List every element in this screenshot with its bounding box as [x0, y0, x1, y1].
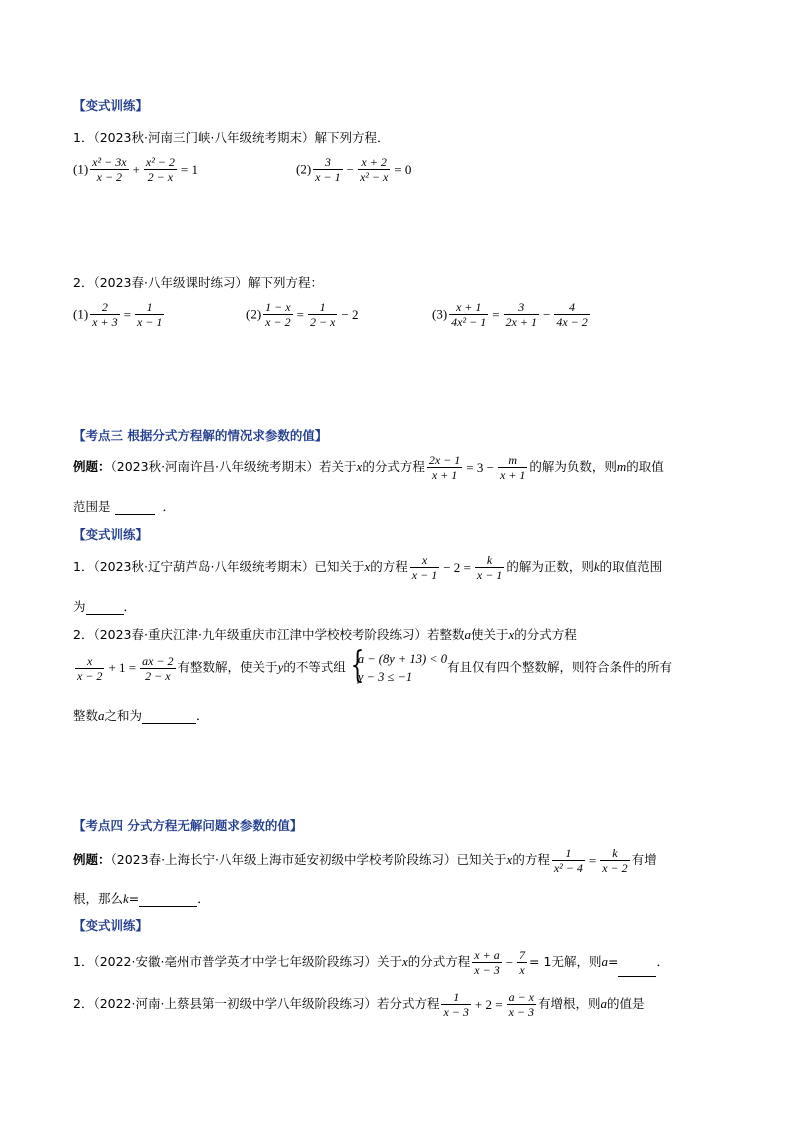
fraction — [308, 300, 337, 329]
var: a — [464, 627, 471, 642]
numerator: 1 — [146, 300, 153, 314]
text: 的方程 — [512, 852, 550, 867]
denominator: x + 1 — [427, 467, 462, 482]
denominator: x — [517, 962, 527, 977]
fraction — [90, 300, 119, 329]
text: 有整数解，使关于 — [177, 659, 278, 675]
operator: = — [123, 306, 131, 322]
example-3-line-1 — [73, 453, 664, 482]
fraction — [504, 300, 539, 329]
numerator: k — [486, 553, 493, 567]
numerator: x + 2 — [361, 155, 387, 169]
numerator: 1 — [453, 990, 460, 1004]
fraction — [554, 300, 589, 329]
operator: − 2 = — [443, 559, 471, 575]
fraction — [313, 155, 342, 184]
var: x — [508, 627, 515, 642]
fraction — [140, 654, 175, 683]
text: 范围是 — [73, 499, 111, 514]
numerator: a − x — [508, 990, 535, 1004]
text: 2．（2022·河南·上蔡县第一初级中学八年级阶段练习）若分式方程 — [73, 996, 440, 1011]
text: 的解为正数，则 — [506, 559, 594, 574]
fraction — [263, 300, 292, 329]
equation-1-1 — [73, 155, 200, 184]
fraction — [449, 300, 488, 329]
text: 的取值 — [626, 459, 664, 474]
numerator: m — [508, 453, 517, 467]
var: x — [356, 459, 363, 474]
text: 根，那么 — [73, 891, 124, 906]
denominator: x − 1 — [476, 568, 503, 582]
answer-blank[interactable] — [86, 600, 124, 615]
text: = — [128, 891, 140, 906]
text: 之和为 — [104, 708, 143, 723]
section-title-variant-training-4: 【变式训练】 — [73, 918, 149, 933]
example-3-line-2 — [73, 497, 175, 515]
operator: − — [542, 306, 551, 322]
q3-1-line-2 — [73, 597, 136, 615]
text: 的分式方程 — [514, 627, 577, 642]
text: 的不等式组 — [283, 659, 346, 675]
var: a — [98, 708, 105, 723]
q3-2-line-1 — [73, 625, 577, 643]
numerator: 2x − 1 — [428, 453, 461, 467]
fraction — [498, 453, 527, 482]
operator: = — [588, 852, 597, 868]
q3-2-line-2 — [73, 645, 673, 686]
equation-2-2 — [246, 300, 360, 329]
text: 的解为负数，则 — [529, 459, 617, 474]
text: 的取值范围 — [599, 559, 663, 574]
text: 的分式方程 — [407, 954, 471, 969]
text: 为 — [73, 599, 86, 614]
operator: + 1 = — [108, 660, 137, 675]
question-2-text: 2．（2023春·八年级课时练习）解下列方程： — [73, 275, 323, 290]
example-4-line-1 — [73, 846, 657, 875]
denominator: x − 2 — [90, 169, 128, 184]
var: x — [364, 559, 371, 574]
numerator: x — [87, 653, 93, 668]
text: 有且仅有四个整数解，则符合条件的所有 — [447, 659, 673, 675]
var: a — [601, 954, 608, 969]
numerator: 3 — [518, 300, 525, 314]
text: 的方程 — [370, 559, 408, 574]
numerator: x — [421, 553, 428, 567]
denominator: x − 2 — [602, 861, 628, 875]
q3-2-line-3 — [73, 706, 209, 724]
label: (2) — [296, 161, 312, 177]
text: 有增根，则 — [538, 996, 601, 1011]
denominator: 4x² − 1 — [451, 315, 487, 329]
equation-1-2 — [296, 155, 413, 184]
denominator: 2 − x — [140, 668, 175, 683]
denominator: x − 2 — [77, 668, 103, 683]
denominator: x − 1 — [411, 568, 438, 582]
numerator: 1 — [565, 846, 572, 860]
numerator: x² − 2 — [145, 155, 175, 169]
label: (2) — [246, 306, 262, 322]
numerator: x + 1 — [455, 300, 482, 314]
numerator: 3 — [324, 155, 331, 169]
denominator: 2 − x — [144, 169, 177, 184]
var: m — [616, 459, 627, 474]
fraction — [475, 553, 504, 582]
example-4-line-2 — [73, 889, 210, 907]
denominator: 4x − 2 — [556, 315, 588, 329]
operator: = 3 − — [466, 459, 494, 475]
q4-1 — [73, 948, 669, 977]
answer-blank[interactable] — [618, 962, 656, 977]
numerator: k — [612, 846, 618, 860]
equation-2-1 — [73, 300, 166, 329]
operator: + — [132, 161, 140, 177]
text: ． — [162, 499, 175, 514]
inequality-system — [346, 645, 448, 686]
operator: = — [492, 306, 500, 322]
var: x — [506, 852, 513, 867]
section-title-topic-3: 【考点三 根据分式方程解的情况求参数的值】 — [73, 428, 328, 443]
fraction — [75, 654, 104, 683]
denominator: x² − x — [359, 170, 389, 184]
text: 1．（2022·安徽·亳州市普学英才中学七年级阶段练习）关于 — [73, 954, 402, 969]
text: 的分式方程 — [362, 459, 425, 474]
numerator: 2 — [101, 300, 108, 314]
operator: − — [346, 161, 354, 177]
numerator: ax − 2 — [142, 653, 174, 668]
denominator: 2 − x — [309, 315, 336, 329]
brace-icon: { — [350, 645, 365, 686]
example-lead: 例题： — [73, 459, 111, 474]
denominator: x + 1 — [499, 468, 526, 482]
numerator: 1 − x — [265, 300, 291, 314]
denominator: x − 3 — [474, 963, 500, 977]
numerator: 4 — [569, 300, 576, 314]
var: x — [401, 954, 408, 969]
label: (1) — [73, 306, 89, 322]
text: ． — [197, 891, 210, 906]
text: 的值是 — [607, 996, 645, 1011]
fraction — [144, 155, 177, 184]
fraction — [135, 300, 164, 329]
rhs: = 1 — [180, 161, 198, 177]
fraction — [358, 155, 390, 184]
numerator: x² − 3x — [92, 155, 127, 169]
label: (3) — [432, 306, 448, 322]
question-1-text: 1．（2023秋·河南三门峡·八年级统考期末）解下列方程． — [73, 130, 390, 145]
text: ． — [123, 599, 137, 614]
inequality: a − (8y + 13) < 0 — [357, 652, 448, 666]
fraction — [90, 155, 128, 184]
source: （2023秋·河南许昌·八年级统考期末）若关于 — [110, 459, 357, 474]
denominator: x − 2 — [265, 315, 291, 329]
q3-1-line-1 — [73, 553, 662, 582]
section-title-variant-training-3: 【变式训练】 — [73, 527, 149, 542]
fraction — [441, 990, 470, 1019]
text: ． — [196, 708, 209, 723]
denominator: x − 3 — [443, 1005, 469, 1019]
operator: = — [296, 306, 304, 322]
text: 2．（2023春·重庆江津·九年级重庆市江津中学校校考阶段练习）若整数 — [73, 627, 465, 642]
numerator: 7 — [519, 948, 526, 962]
text: 使关于 — [470, 627, 509, 642]
text: = — [607, 954, 619, 969]
fraction — [427, 453, 462, 482]
text: 有增 — [631, 852, 657, 867]
tail: − 2 — [341, 306, 359, 322]
source: （2023春·上海长宁·八年级上海市延安初级中学校考阶段练习）已知关于 — [110, 852, 507, 867]
var: k — [593, 559, 600, 574]
answer-blank[interactable] — [142, 709, 196, 724]
fraction — [552, 846, 585, 875]
text: 整数 — [73, 708, 99, 723]
fraction — [472, 948, 501, 977]
operator: + 2 = — [474, 996, 503, 1012]
denominator: x − 1 — [315, 170, 341, 184]
numerator: 1 — [319, 300, 326, 314]
denominator: 2x + 1 — [505, 315, 537, 329]
answer-blank[interactable] — [139, 892, 197, 907]
section-title-topic-4: 【考点四 分式方程无解问题求参数的值】 — [73, 818, 303, 833]
fraction — [410, 553, 439, 582]
operator: − — [505, 954, 514, 970]
q4-2 — [73, 990, 645, 1019]
denominator: x² − 4 — [553, 861, 583, 875]
var: a — [600, 996, 608, 1011]
denominator: x + 3 — [92, 315, 118, 329]
fraction — [517, 948, 527, 977]
var: y — [277, 659, 284, 675]
label: (1) — [73, 161, 89, 177]
text: 1．（2023秋·辽宁葫芦岛·八年级统考期末）已知关于 — [73, 559, 365, 574]
text: ． — [656, 954, 669, 969]
fraction — [600, 846, 629, 875]
fraction — [507, 990, 536, 1019]
text: = 1无解，则 — [529, 954, 602, 969]
denominator: x − 3 — [508, 1005, 535, 1019]
denominator: x − 1 — [136, 315, 163, 329]
var: k — [123, 891, 129, 906]
inequality: y − 3 ≤ −1 — [357, 670, 413, 684]
equation-2-3 — [432, 300, 592, 329]
example-lead: 例题： — [73, 852, 111, 867]
section-title-variant-training-1: 【变式训练】 — [73, 98, 149, 113]
rhs: = 0 — [394, 161, 412, 177]
numerator: x + a — [474, 948, 500, 962]
answer-blank[interactable] — [115, 500, 155, 515]
